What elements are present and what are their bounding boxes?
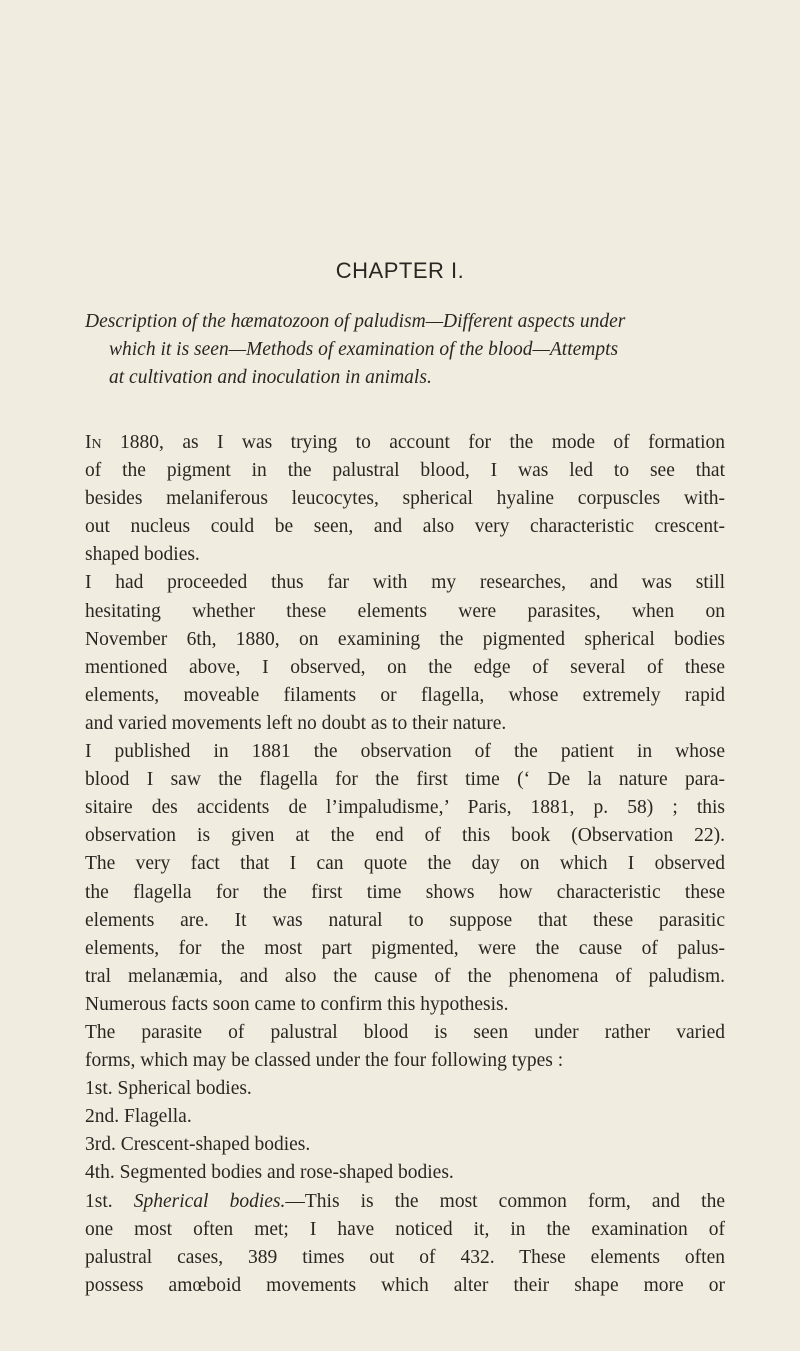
type-list-item: 1st. Spherical bodies. xyxy=(85,1078,252,1100)
section-number: 1st. xyxy=(85,1190,134,1212)
summary-line: which it is seen—Methods of examination of the blood—Attempts xyxy=(109,339,619,360)
chapter-summary xyxy=(85,308,705,392)
text-line: November 6th, 1880, on examining the pigmented spherical bodies xyxy=(85,628,725,650)
text-line: one most often met; I have noticed it, in the examination of xyxy=(85,1218,725,1240)
text-line: the flagella for the first time shows how characteristic these xyxy=(85,881,725,903)
text-line: 1st. Spherical bodies.—This is the most common form, and the xyxy=(85,1190,725,1212)
text-line: observation is given at the end of this book (Observation 22). xyxy=(85,825,725,847)
text-line: tral melanæmia, and also the cause of the phenomena of paludism. xyxy=(85,965,725,987)
lead-word: In xyxy=(85,432,102,453)
text-line: I had proceeded thus far with my researches, and was still xyxy=(85,572,725,594)
text-line: forms, which may be classed under the four following types : xyxy=(85,1050,564,1072)
text-line: sitaire des accidents de l’impaludisme,’ Paris, 1881, p. 58) ; this xyxy=(85,797,725,819)
text-line: hesitating whether these elements were parasites, when on xyxy=(85,600,725,622)
text-line: Numerous facts soon came to confirm this hypothesis. xyxy=(85,993,509,1015)
text-line: of the pigment in the palustral blood, I was led to see that xyxy=(85,460,725,482)
text-line: and varied movements left no doubt as to their nature. xyxy=(85,712,507,734)
summary-line: at cultivation and inoculation in animals. xyxy=(109,367,432,388)
summary-line: Description of the hæmatozoon of paludism—Different aspects under xyxy=(85,311,626,332)
text-line: elements, for the most part pigmented, were the cause of palus- xyxy=(85,937,725,959)
text-line: besides melaniferous leucocytes, spherical hyaline corpuscles with- xyxy=(85,488,725,510)
section-term: Spherical bodies. xyxy=(133,1190,286,1212)
type-list-item: 2nd. Flagella. xyxy=(85,1106,192,1128)
text-line: I published in 1881 the observation of the patient in whose xyxy=(85,741,725,763)
text-line: The parasite of palustral blood is seen under rather varied xyxy=(85,1021,725,1043)
type-list-item: 3rd. Crescent-shaped bodies. xyxy=(85,1134,311,1156)
text-line: out nucleus could be seen, and also very characteristic crescent- xyxy=(85,516,725,538)
text-line: In 1880, as I was trying to account for the mode of formation xyxy=(85,432,725,453)
text-line: mentioned above, I observed, on the edge of several of these xyxy=(85,656,725,678)
type-list-item: 4th. Segmented bodies and rose-shaped bodies. xyxy=(85,1162,454,1184)
text-line: The very fact that I can quote the day on which I observed xyxy=(85,853,725,875)
text-line: shaped bodies. xyxy=(85,544,200,566)
chapter-heading: CHAPTER I. xyxy=(335,258,465,283)
text-line: elements, moveable filaments or flagella, whose extremely rapid xyxy=(85,684,725,706)
text-line: elements are. It was natural to suppose that these parasitic xyxy=(85,909,725,931)
text-line: palustral cases, 389 times out of 432. These elements often xyxy=(85,1246,725,1268)
text-line: blood I saw the flagella for the first time (‘ De la nature para- xyxy=(85,769,725,791)
text-line: possess amœboid movements which alter their shape more or xyxy=(85,1274,725,1296)
body-text xyxy=(85,429,725,1300)
